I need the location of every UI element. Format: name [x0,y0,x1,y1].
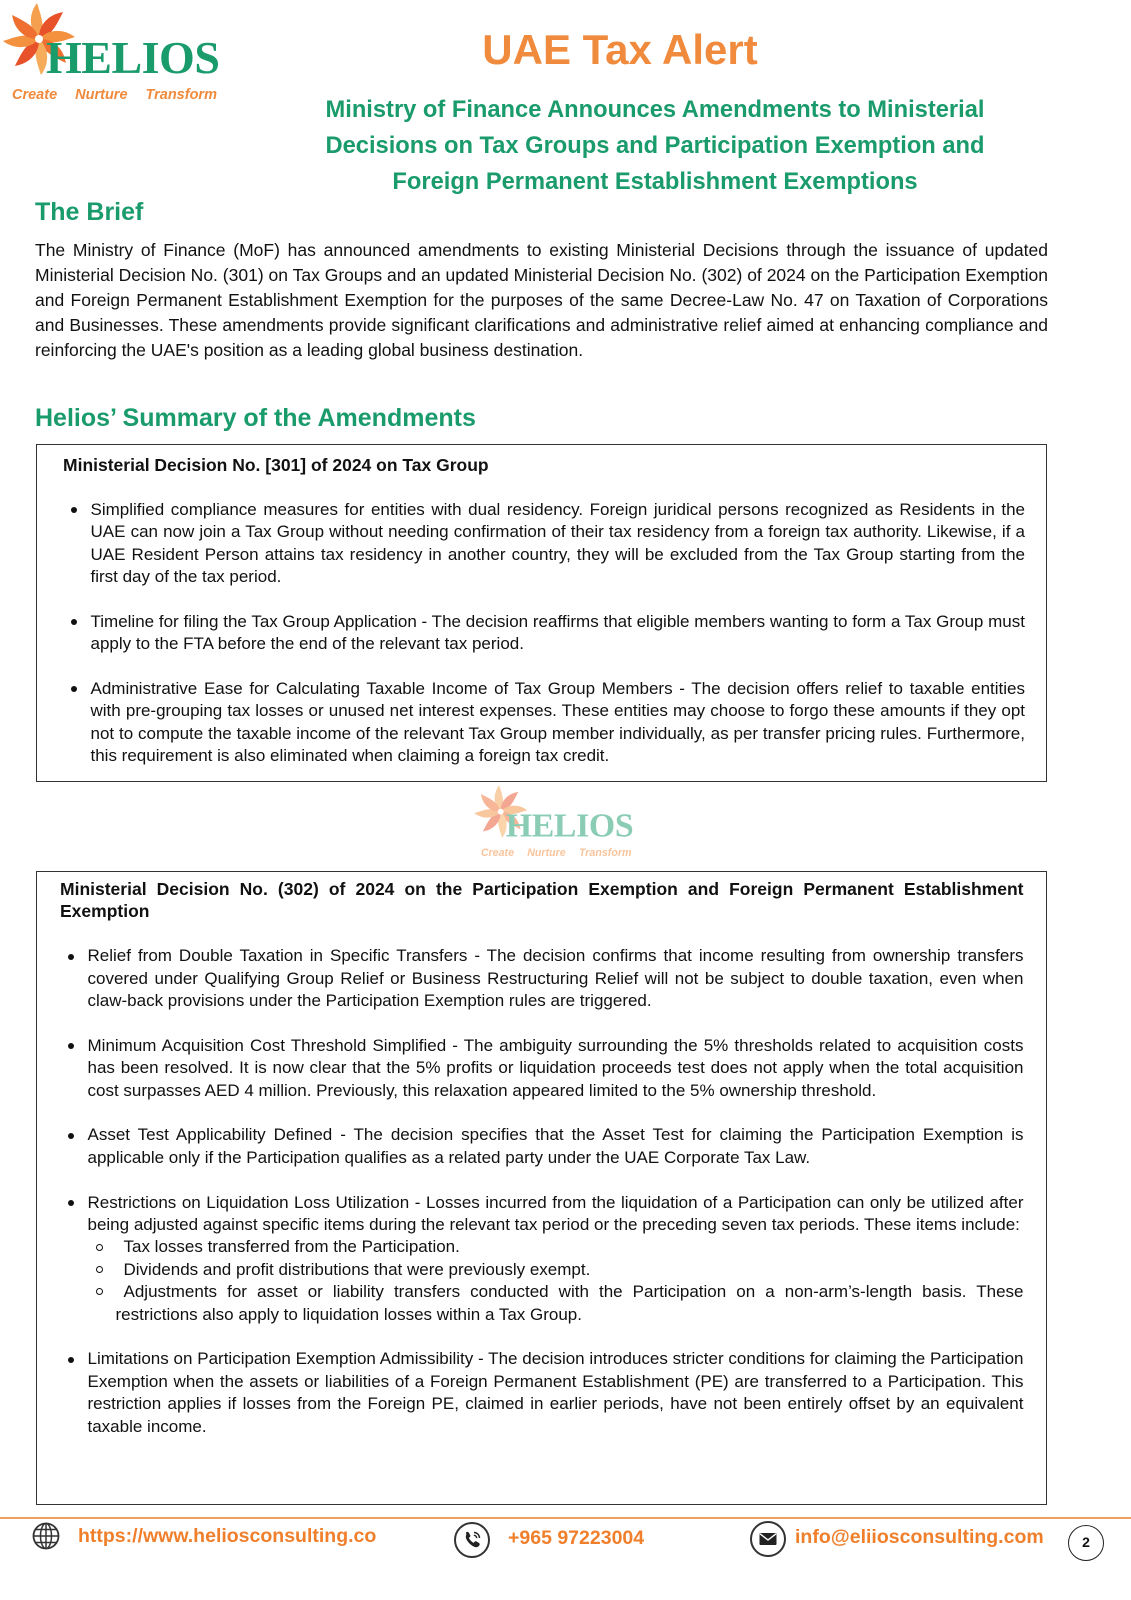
website-link[interactable]: https://www.heliosconsulting.co [78,1525,377,1547]
tagline-nurture: Nurture [75,87,128,103]
logo-wordmark: HELIOS [46,32,220,83]
helios-watermark-logo [472,783,637,860]
bullet-dot-icon [68,1200,74,1206]
phone-handset-icon [461,1529,483,1551]
phone-icon [454,1522,490,1558]
list-item [63,499,1025,589]
helios-logo [0,0,225,105]
list-item-text: Limitations on Participation Exemption Admissibility - The decision introduces stricter conditions for claiming the Participation Exemption when the assets or liabilities of a Foreign Permanent Establishment (PE) are transferred to a Participation. This restriction applies if losses from the Foreign PE, claimed in earlier periods, have not been entirely offset by an equivalent taxable income. [87,1349,1024,1436]
tagline-nurture: Nurture [527,846,566,859]
list-item-text: Minimum Acquisition Cost Threshold Simplified - The ambiguity surrounding the 5% thresholds related to acquisition costs has been resolved. It is now clear that the 5% profits or liquidation proceeds test does not apply when the total acquisition cost surpasses AED 4 million. Previously, this relaxation appeared limited to the 5% ownership threshold. [87,1035,1024,1100]
brief-paragraph: The Ministry of Finance (MoF) has announced amendments to existing Ministerial Decisions through the issuance of updated Ministerial Decision No. (301) on Tax Groups and an updated Ministerial Decision No. (302) of 2024 on the Participation Exemption and Foreign Permanent Establishment Exemption for the purposes of the same Decree-Law No. 47 on Taxation of Corporations and Businesses. These amendments provide significant clarifications and administrative relief aimed at enhancing compliance and reinforcing the UAE's position as a leading global business destination. [35,239,1048,360]
email-icon [750,1521,786,1557]
phone-number-link[interactable]: +965 97223004 [508,1527,645,1549]
decision-301-title: Ministerial Decision No. [301] of 2024 on Tax Group [63,455,489,475]
list-item [60,1192,1024,1326]
email-link[interactable]: info@eliiosconsulting.com [795,1526,1044,1548]
logo-tagline [12,86,235,104]
subtitle-line: Decisions on Tax Groups and Participation Exemption and [325,133,985,159]
page-subtitle [280,92,1030,200]
list-item-text: Simplified compliance measures for entities with dual residency. Foreign juridical persons recognized as Residents in the UAE can now join a Tax Group without needing confirmation of their tax residency from a foreign tax authority. Likewise, if a UAE Resident Person attains tax residency in another country, they will be excluded from the Tax Group starting from the first day of the tax period. [90,499,1025,587]
decision-302-box [36,871,1047,1505]
page-number: 2 [1068,1525,1104,1561]
globe-icon [31,1521,61,1551]
footer-divider [0,1517,1131,1519]
subtitle-line: Foreign Permanent Establishment Exemptions [392,169,918,195]
bullet-dot-icon [68,1133,74,1139]
bullet-circle-icon [96,1244,103,1251]
sub-list-item [116,1236,1024,1258]
sub-list [116,1236,1024,1326]
tagline-create: Create [12,87,58,103]
list-item [63,611,1025,656]
list-item-text: Relief from Double Taxation in Specific Transfers - The decision confirms that income resulting from ownership transfers covered under Qualifying Group Relief or Business Restructuring Relief will not be subject to double taxation, even when claw-back provisions under the Participation Exemption rules are triggered. [87,946,1024,1011]
page-title: UAE Tax Alert [482,26,758,73]
sub-list-item [116,1259,1024,1281]
list-item-text: Timeline for filing the Tax Group Application - The decision reaffirms that eligible members wanting to form a Tax Group must apply to the FTA before the end of the relevant tax period. [90,611,1025,654]
bullet-dot-icon [71,686,77,692]
envelope-icon [757,1528,779,1550]
list-item [60,945,1024,1012]
bullet-circle-icon [96,1288,103,1295]
list-item-text: Asset Test Applicability Defined - The decision specifies that the Asset Test for claiming the Participation Exemption is applicable only if the Participation qualifies as a related party under the UAE Corporate Tax Law. [87,1125,1024,1167]
list-item-text: Administrative Ease for Calculating Taxable Income of Tax Group Members - The decision offers relief to taxable entities with pre-grouping tax losses or unused net interest expenses. These entities may choose to forgo these amounts if they opt not to compute the taxable income of the relevant Tax Group member individually, as per transfer pricing rules. Furthermore, this requirement is also eliminated when claiming a foreign tax credit. [90,679,1025,766]
decision-301-box [36,444,1047,782]
sub-list-item [116,1281,1024,1326]
list-item-text: Restrictions on Liquidation Loss Utilization - Losses incurred from the liquidation of a Participation can only be utilized after being adjusted against specific items during the relevant tax period or the preceding seven tax periods. These items include: [87,1192,1024,1235]
bullet-dot-icon [71,507,77,513]
bullet-dot-icon [71,619,77,625]
list-item [63,678,1025,768]
list-item [60,1035,1024,1102]
list-item [60,1124,1024,1169]
bullet-circle-icon [96,1266,103,1273]
brief-heading: The Brief [35,198,144,226]
sub-list-item-text: Adjustments for asset or liability transfers conducted with the Participation on a non-arm’s-length basis. These restrictions also apply to liquidation losses within a Tax Group. [115,1282,1024,1324]
logo-wordmark: HELIOS [505,806,634,845]
subtitle-line: Ministry of Finance Announces Amendments to Ministerial [325,97,985,123]
sub-list-item-text: Dividends and profit distributions that were previously exempt. [123,1259,591,1279]
bullet-dot-icon [68,1357,74,1363]
bullet-dot-icon [68,1043,74,1049]
tagline-create: Create [480,846,514,859]
decision-302-title: Ministerial Decision No. (302) of 2024 on the Participation Exemption and Foreign Permanent Establishment Exemption [60,879,1024,922]
sub-list-item-text: Tax losses transferred from the Participation. [123,1237,460,1257]
tagline-transform: Transform [145,87,217,103]
tagline-transform: Transform [578,846,632,859]
bullet-dot-icon [68,954,74,960]
logo-tagline [481,846,645,859]
list-item [60,1348,1024,1438]
summary-heading: Helios’ Summary of the Amendments [35,404,476,432]
